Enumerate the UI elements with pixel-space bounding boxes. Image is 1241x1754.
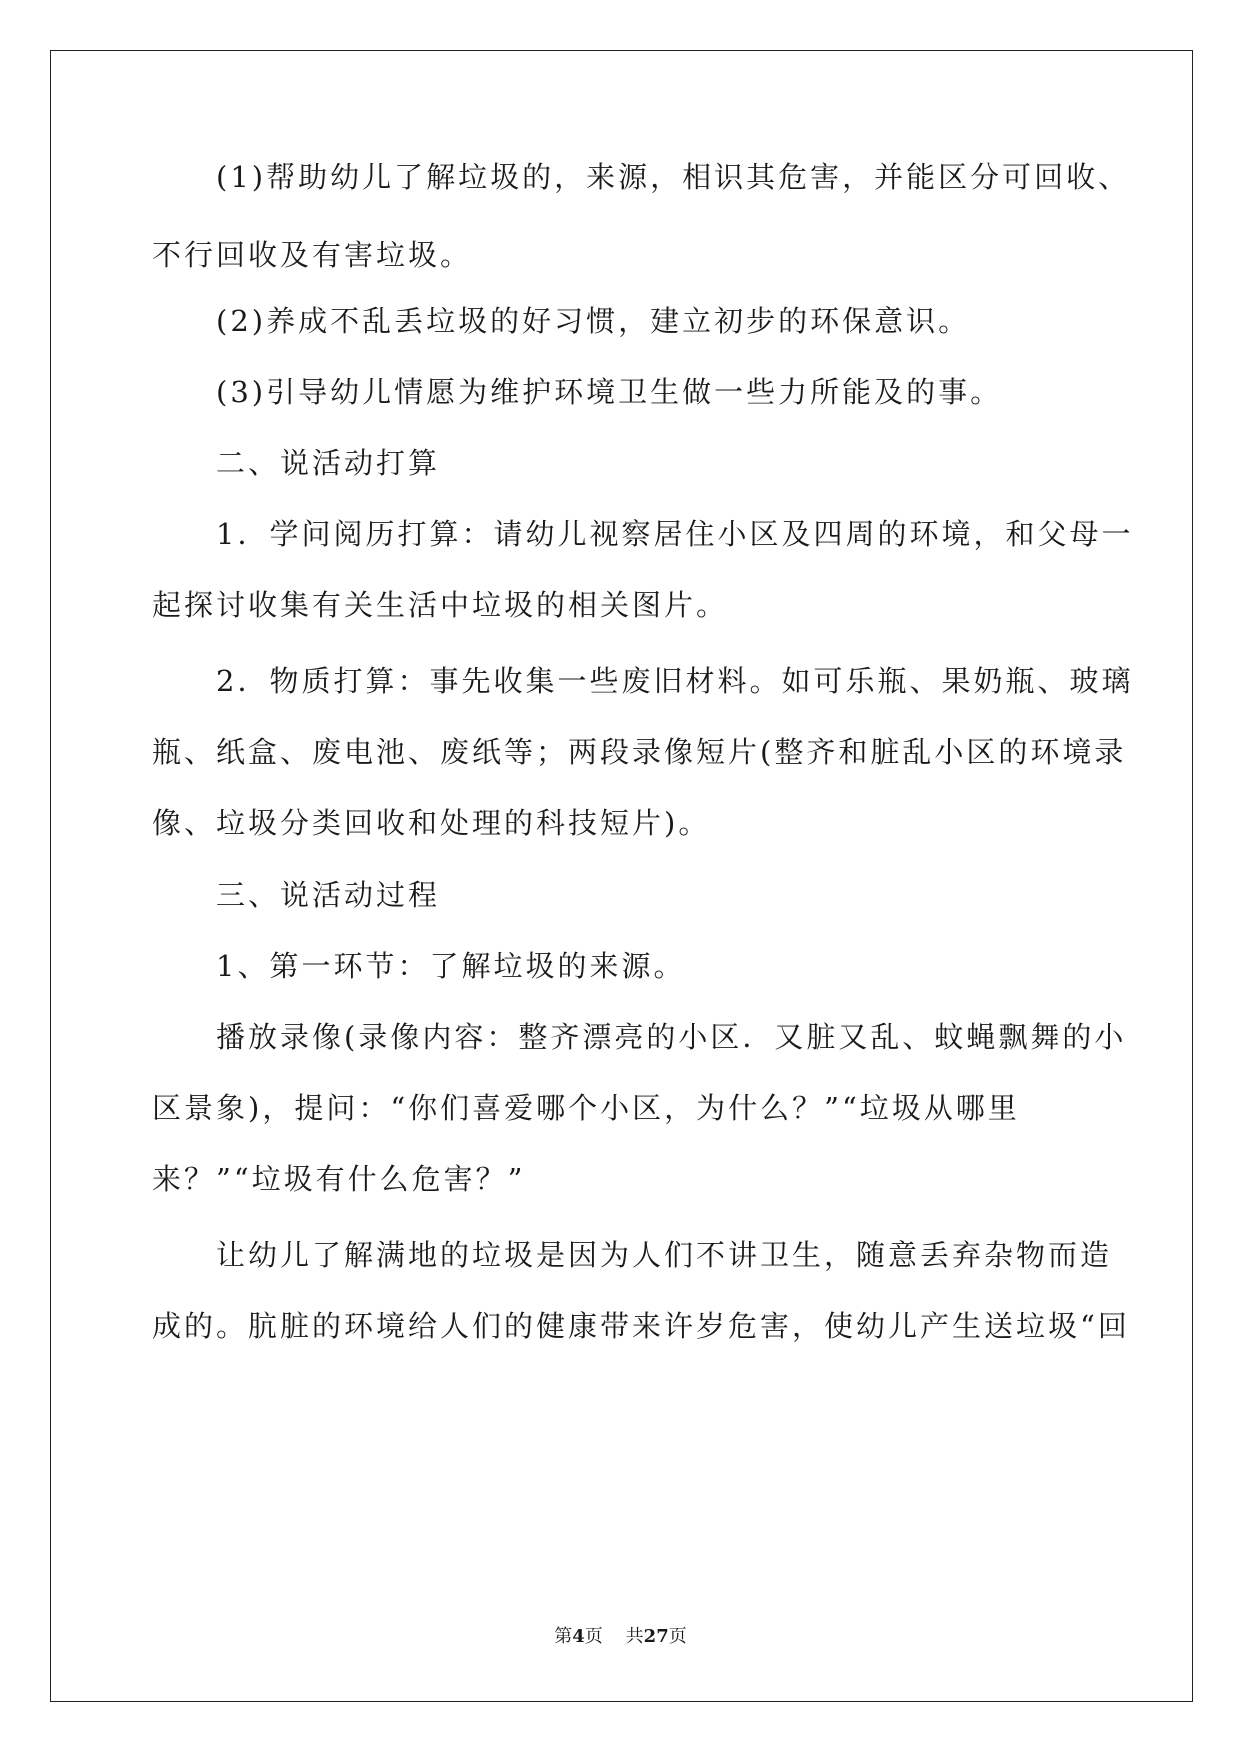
paragraph-line: 成的。肮脏的环境给人们的健康带来许岁危害，使幼儿产生送垃圾“回	[152, 1309, 1130, 1343]
page-total: 27	[643, 1626, 669, 1647]
page-border	[50, 50, 1193, 1702]
section-heading: 二、说活动打算	[216, 446, 441, 480]
paragraph-line: (1)帮助幼儿了解垃圾的，来源，相识其危害，并能区分可回收、	[216, 160, 1131, 194]
paragraph-line: 1．学问阅历打算：请幼儿视察居住小区及四周的环境，和父母一	[216, 517, 1134, 551]
section-heading: 三、说活动过程	[216, 878, 441, 912]
paragraph-line: 区景象)，提问：“你们喜爱哪个小区，为什么？”“垃圾从哪里	[152, 1091, 1020, 1125]
paragraph-line: (3)引导幼儿情愿为维护环境卫生做一些力所能及的事。	[216, 375, 1003, 409]
page-suffix: 页	[668, 1626, 687, 1647]
page-footer	[0, 1627, 1241, 1647]
paragraph-line: 让幼儿了解满地的垃圾是因为人们不讲卫生，随意丢弃杂物而造	[216, 1238, 1113, 1272]
paragraph-line: 播放录像(录像内容：整齐漂亮的小区．又脏又乱、蚊蝇飘舞的小	[216, 1020, 1127, 1054]
paragraph-line: 起探讨收集有关生活中垃圾的相关图片。	[152, 588, 729, 622]
paragraph-line: 1、第一环节：了解垃圾的来源。	[216, 949, 686, 983]
paragraph-line: 不行回收及有害垃圾。	[152, 238, 473, 272]
paragraph-line: 2．物质打算：事先收集一些废旧材料。如可乐瓶、果奶瓶、玻璃	[216, 664, 1134, 698]
total-prefix: 共	[625, 1626, 644, 1647]
paragraph-line: 像、垃圾分类回收和处理的科技短片)。	[152, 806, 711, 840]
paragraph-line: (2)养成不乱丢垃圾的好习惯，建立初步的环保意识。	[216, 304, 971, 338]
page-current: 4	[572, 1626, 585, 1647]
paragraph-line: 来？”“垃圾有什么危害？”	[152, 1162, 526, 1196]
page-mid: 页	[584, 1626, 603, 1647]
page-prefix: 第	[554, 1626, 573, 1647]
paragraph-line: 瓶、纸盒、废电池、废纸等；两段录像短片(整齐和脏乱小区的环境录	[152, 735, 1127, 769]
